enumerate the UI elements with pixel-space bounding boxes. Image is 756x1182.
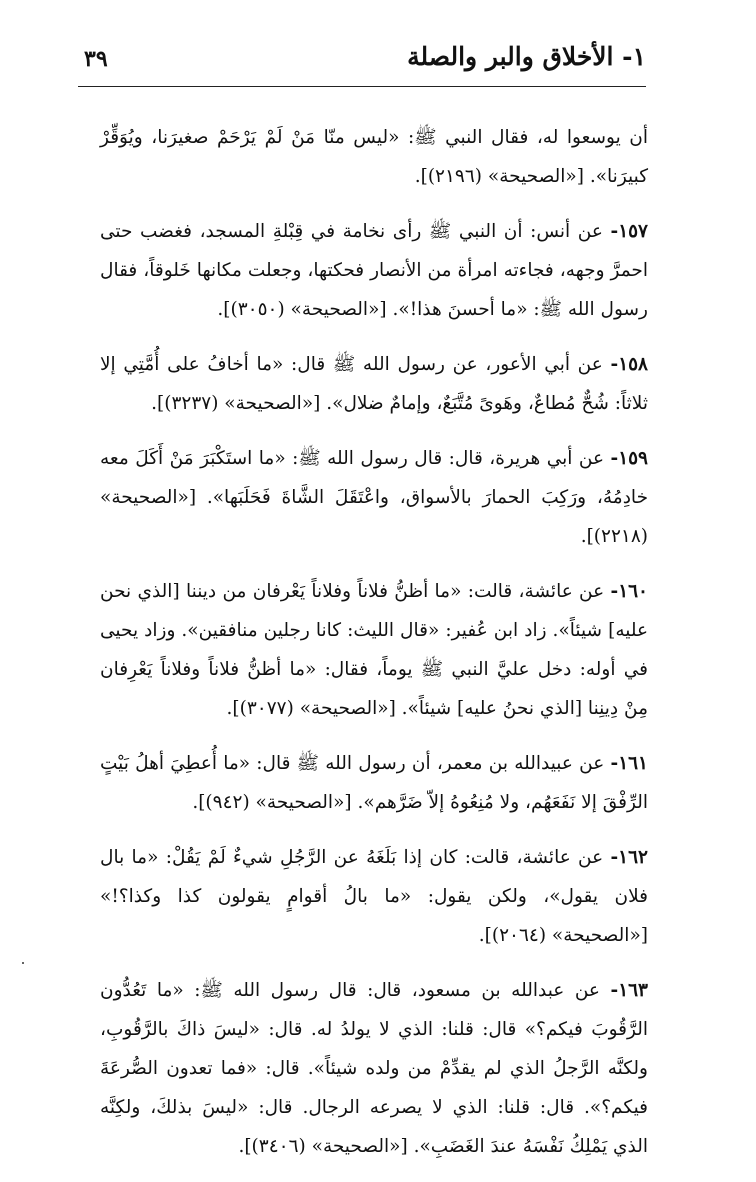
chapter-title: ١- الأخلاق والبر والصلة — [407, 42, 646, 71]
hadith-text: عن عبيدالله بن معمر، أن رسول الله ﷺ قال: «ما أُعطِيَ أهلُ بَيْتٍ الرِّفْقَ إلا نَفَعَهُم، ولا مُنِعُوهُ إلاّ ضَرَّهم». [«الصحيحة» (٩٤٢)]. — [100, 753, 648, 813]
paragraph-continuation — [100, 118, 648, 196]
hadith-number: ١٦٢- — [610, 847, 648, 868]
hadith-number: ١٦٠- — [610, 581, 648, 602]
hadith-number: ١٦١- — [610, 753, 648, 774]
hadith-number: ١٥٨- — [610, 354, 648, 375]
page-body — [100, 118, 648, 1182]
page-header — [78, 40, 646, 84]
hadith-160 — [100, 572, 648, 728]
hadith-161 — [100, 744, 648, 822]
hadith-text: عن أبي الأعور، عن رسول الله ﷺ قال: «ما أخافُ على أُمَّتِي إلا ثلاثاً: شُحٌّ مُطاعٌ، وهَوىً مُتَّبَعٌ، وإمامٌ ضلال». [«الصحيحة» (٣٢٣٧)]. — [100, 354, 648, 414]
hadith-157 — [100, 212, 648, 329]
hadith-text: عن عائشة، قالت: «ما أظنُّ فلاناً وفلاناً يَعْرفان من ديننا [الذي نحن عليه] شيئاً». زاد ابن عُفير: «قال الليث: كانا رجلين منافقين». وزاد يحيى في أوله: دخل عليَّ النبي ﷺ يوماً، فقال: «ما أظنُّ فلاناً وفلاناً يَعْرِفان مِنْ دِينِنا [الذي نحنُ عليه] شيئاً». [«الصحيحة» (٣٠٧٧)]. — [100, 581, 648, 719]
hadith-text: عن عبدالله بن مسعود، قال: قال رسول الله ﷺ: «ما تَعُدُّون الرَّقُوبَ فيكم؟» قال: قلنا: الذي لا يولدُ له. قال: «ليسَ ذاكَ بالرَّقُوبِ، ولكنَّه الرَّجلُ الذي لم يقدِّمْ من ولده شيئاً». قال: «فما تعدون الصُّرعَةَ فيكم؟». قال: قلنا: الذي لا يصرعه الرجال. قال: «ليسَ بذلكَ، ولكِنَّه الذي يَمْلِكُ نَفْسَهُ عندَ الغَضَبِ». [«الصحيحة» (٣٤٠٦)]. — [100, 980, 648, 1157]
hadith-number: ١٥٧- — [610, 221, 648, 242]
paragraph-text: أن يوسعوا له، فقال النبي ﷺ: «ليس منّا مَنْ لَمْ يَرْحَمْ صغيرَنا، ويُوَقِّرْ كبيرَنا». [«الصحيحة» (٢١٩٦)]. — [100, 127, 648, 187]
hadith-number: ١٥٩- — [610, 448, 648, 469]
scan-speck — [22, 962, 24, 964]
hadith-text: عن أنس: أن النبي ﷺ رأى نخامة في قِبْلةِ المسجد، فغضب حتى احمرَّ وجهه، فجاءته امرأة من الأنصار فحكتها، وجعلت مكانها خَلوقاً، فقال رسول الله ﷺ: «ما أحسنَ هذا!». [«الصحيحة» (٣٠٥٠)]. — [100, 221, 648, 320]
page-number: ٣٩ — [84, 46, 108, 72]
hadith-text: عن أبي هريرة، قال: قال رسول الله ﷺ: «ما استَكْبَرَ مَنْ أَكَلَ معه خادِمُهُ، ورَكِبَ الحمارَ بالأسواق، واعْتَقَلَ الشَّاةَ فَحَلَبَها». [«الصحيحة» (٢٢١٨)]. — [100, 448, 648, 547]
header-divider — [78, 86, 646, 87]
hadith-163 — [100, 971, 648, 1166]
hadith-number: ١٦٣- — [610, 980, 648, 1001]
hadith-text: عن عائشة، قالت: كان إذا بَلَغَهُ عن الرَّجُلِ شيءٌ لَمْ يَقُلْ: «ما بال فلان يقول»، ولكن يقول: «ما بالُ أقوامٍ يقولون كذا وكذا؟!» [«الصحيحة» (٢٠٦٤)]. — [100, 847, 648, 946]
hadith-162 — [100, 838, 648, 955]
hadith-159 — [100, 439, 648, 556]
hadith-158 — [100, 345, 648, 423]
